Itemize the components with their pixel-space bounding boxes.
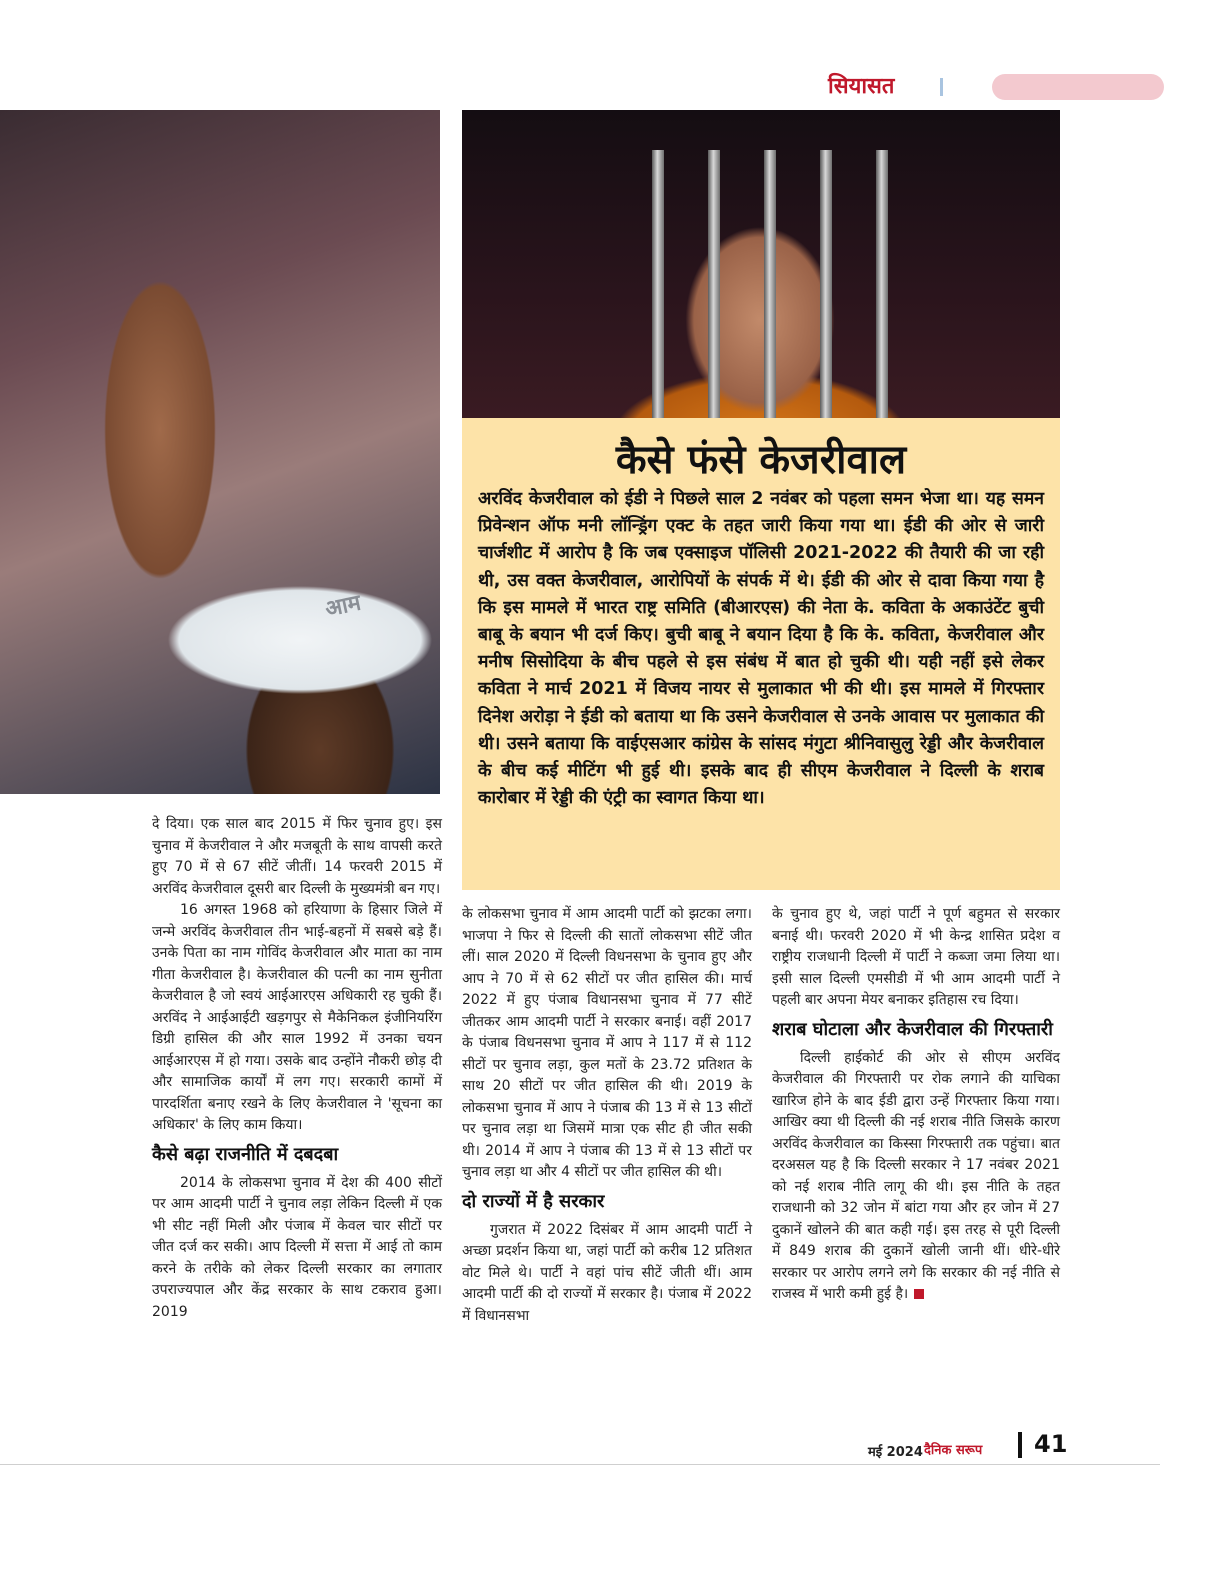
footer-rule [0,1464,1160,1465]
section-label: सियासत [828,74,895,99]
paragraph: 16 अगस्त 1968 को हरियाणा के हिसार जिले में जन्मे अरविंद केजरीवाल तीन भाई-बहनों में सबसे बड़े हैं। उनके पिता का नाम गोविंद केजरीवाल और माता का नाम गीता केजरीवाल है। केजरीवाल की पत्नी का नाम सुनीता केजरीवाल है जो स्वयं आईआरएस अधिकारी रह चुकी हैं। अरविंद ने आईआईटी खड़गपुर से मैकेनिकल इंजीनियरिंग डिग्री हासिल की और साल 1992 में उनका चयन आईआरएस में हो गया। उसके बाद उन्होंने नौकरी छोड़ दी और सामाजिक कार्यों में लग गए। सरकारी कामों में पारदर्शिता बनाए रखने के लिए केजरीवाल ने 'सूचना का अधिकार' के लिए काम किया। [152,902,442,1133]
column-2 [462,904,752,1327]
end-mark-icon [914,1289,924,1299]
page-number: 41 [1034,1430,1068,1458]
paragraph: गुजरात में 2022 दिसंबर में आम आदमी पार्टी ने अच्छा प्रदर्शन किया था, जहां पार्टी को करीब 12 प्रतिशत वोट मिले थे। पार्टी ने वहां पांच सीटें जीती थीं। आम आदमी पार्टी की दो राज्यों में सरकार है। पंजाब में 2022 में विधानसभा [462,1221,752,1324]
paragraph: दे दिया। एक साल बाद 2015 में फिर चुनाव हुए। इस चुनाव में केजरीवाल ने और मजबूती के साथ वापसी करते हुए 70 में से 67 सीटें जीतीं। 14 फरवरी 2015 में अरविंद केजरीवाल दूसरी बार दिल्ली के मुख्यमंत्री बन गए। [152,816,442,897]
box-title: कैसे फंसे केजरीवाल [615,437,907,483]
subheading: शराब घोटाला और केजरीवाल की गिरफ्तारी [772,1018,1053,1040]
jail-bar [876,150,888,418]
column-3 [772,904,1060,1306]
paragraph: के चुनाव हुए थे, जहां पार्टी ने पूर्ण बहुमत से सरकार बनाई थी। फरवरी 2020 में भी केन्द्र शासित प्रदेश व राष्ट्रीय राजधानी दिल्ली में पार्टी ने कब्जा जमा लिया था। इसी साल दिल्ली एमसीडी में भी आम आदमी पार्टी ने पहली बार अपना मेयर बनाकर इतिहास रच दिया। [772,906,1060,1008]
protest-photo [0,110,440,794]
jail-bar [820,150,832,418]
box-body: अरविंद केजरीवाल को ईडी ने पिछले साल 2 नवंबर को पहला समन भेजा था। यह समन प्रिवेन्शन ऑफ मनी लॉन्ड्रिंग एक्ट के तहत जारी किया गया था। ईडी की ओर से जारी चार्जशीट में आरोप है कि जब एक्साइज पॉलिसी 2021-2022 की तैयारी की जा रही थी, उस वक्त केजरीवाल, आरोपियों के संपर्क में थे। ईडी की ओर से दावा किया गया है कि इस मामले में भारत राष्ट्र समिति (बीआरएस) की नेता के. कविता के अकाउंटेंट बुची बाबू के बयान भी दर्ज किए। बुची बाबू ने बयान दिया है कि के. कविता, केजरीवाल और मनीष सिसोदिया के बीच पहले से इस संबंध में बात हो चुकी थी। यही नहीं इसे लेकर कविता ने मार्च 2021 में विजय नायर से मुलाकात भी की थी। इस मामले में गिरफ्तार दिनेश अरोड़ा ने ईडी को बताया था कि उसने केजरीवाल से उनके आवास पर मुलाकात की थी। उसने बताया कि वाईएसआर कांग्रेस के सांसद मंगुटा श्रीनिवासुलु रेड्डी और केजरीवाल के बीच कई मीटिंग भी हुई थी। इसके बाद ही सीएम केजरीवाल ने दिल्ली के शराब कारोबार में रेड्डी की एंट्री का स्वागत किया था। [478,489,1044,809]
paragraph [772,1048,1060,1306]
jail-photo [462,110,1060,418]
footer-month: मई 2024 [868,1445,923,1460]
jail-bar [652,150,664,418]
footer-divider [1018,1432,1022,1458]
section-divider [940,78,943,96]
paragraph: 2014 के लोकसभा चुनाव में देश की 400 सीटों पर आम आदमी पार्टी ने चुनाव लड़ा लेकिन दिल्ली में एक भी सीट नहीं मिली और पंजाब में केवल चार सीटों पर जीत दर्ज कर सकी। आप दिल्ली में सत्ता में आई तो काम करने के तरीके को लेकर दिल्ली सरकार का लगातार उपराज्यपाल और केंद्र सरकार के साथ टकराव हुआ। 2019 [152,1174,442,1320]
section-pill [992,74,1164,100]
cap-print-text: आम [323,590,364,623]
paragraph: के लोकसभा चुनाव में आम आदमी पार्टी को झटका लगा। भाजपा ने फिर से दिल्ली की सातों लोकसभा सीटें जीत लीं। साल 2020 में दिल्ली विधनसभा के चुनाव हुए और आप ने 70 में से 62 सीटों पर जीत हासिल की। मार्च 2022 में हुए पंजाब विधानसभा चुनाव में 77 सीटें जीतकर आम आदमी पार्टी ने सरकार बनाई। वहीं 2017 के पंजाब विधनसभा चुनाव में आप ने 117 में से 112 सीटों पर चुनाव लड़ा, कुल मतों के 23.72 प्रतिशत के साथ 20 सीटों पर जीत हासिल की थी। 2019 के लोकसभा चुनाव में आप ने पंजाब की 13 में से 13 सीटों पर चुनाव लड़ा था जिसमें मात्रा एक सीट ही जीत सकी थी। 2014 में आप ने पंजाब की 13 में से 13 सीटों पर चुनाव लड़ा था और 4 सीटों पर जीत हासिल की थी। [462,906,752,1180]
footer-magazine-logo: दैनिक सरूप [924,1443,983,1458]
column-1 [152,814,442,1323]
jail-bar [764,150,776,418]
subheading: दो राज्यों में है सरकार [462,1190,605,1212]
subheading: कैसे बढ़ा राजनीति में दबदबा [152,1143,339,1165]
jail-bar [708,150,720,418]
paragraph-text: दिल्ली हाईकोर्ट की ओर से सीएम अरविंद केजरीवाल की गिरफ्तारी पर रोक लगाने की याचिका खारिज होने के बाद ईडी द्वारा उन्हें गिरफ्तार किया गया। आखिर क्या थी दिल्ली की नई शराब नीति जिसके कारण अरविंद केजरीवाल का किस्सा गिरफ्तारी तक पहुंचा। बात दरअसल यह है कि दिल्ली सरकार ने 17 नवंबर 2021 को नई शराब नीति लागू की थी। इस नीति के तहत राजधानी को 32 जोन में बांटा गया और हर जोन में 27 दुकानें खोलने की बात कही गई। इस तरह से पूरी दिल्ली में 849 शराब की दुकानें खोली जानी थीं। धीरे-धीरे सरकार पर आरोप लगने लगे कि सरकार की नई नीति से राजस्व में भारी कमी हुई है। [772,1049,1060,1302]
